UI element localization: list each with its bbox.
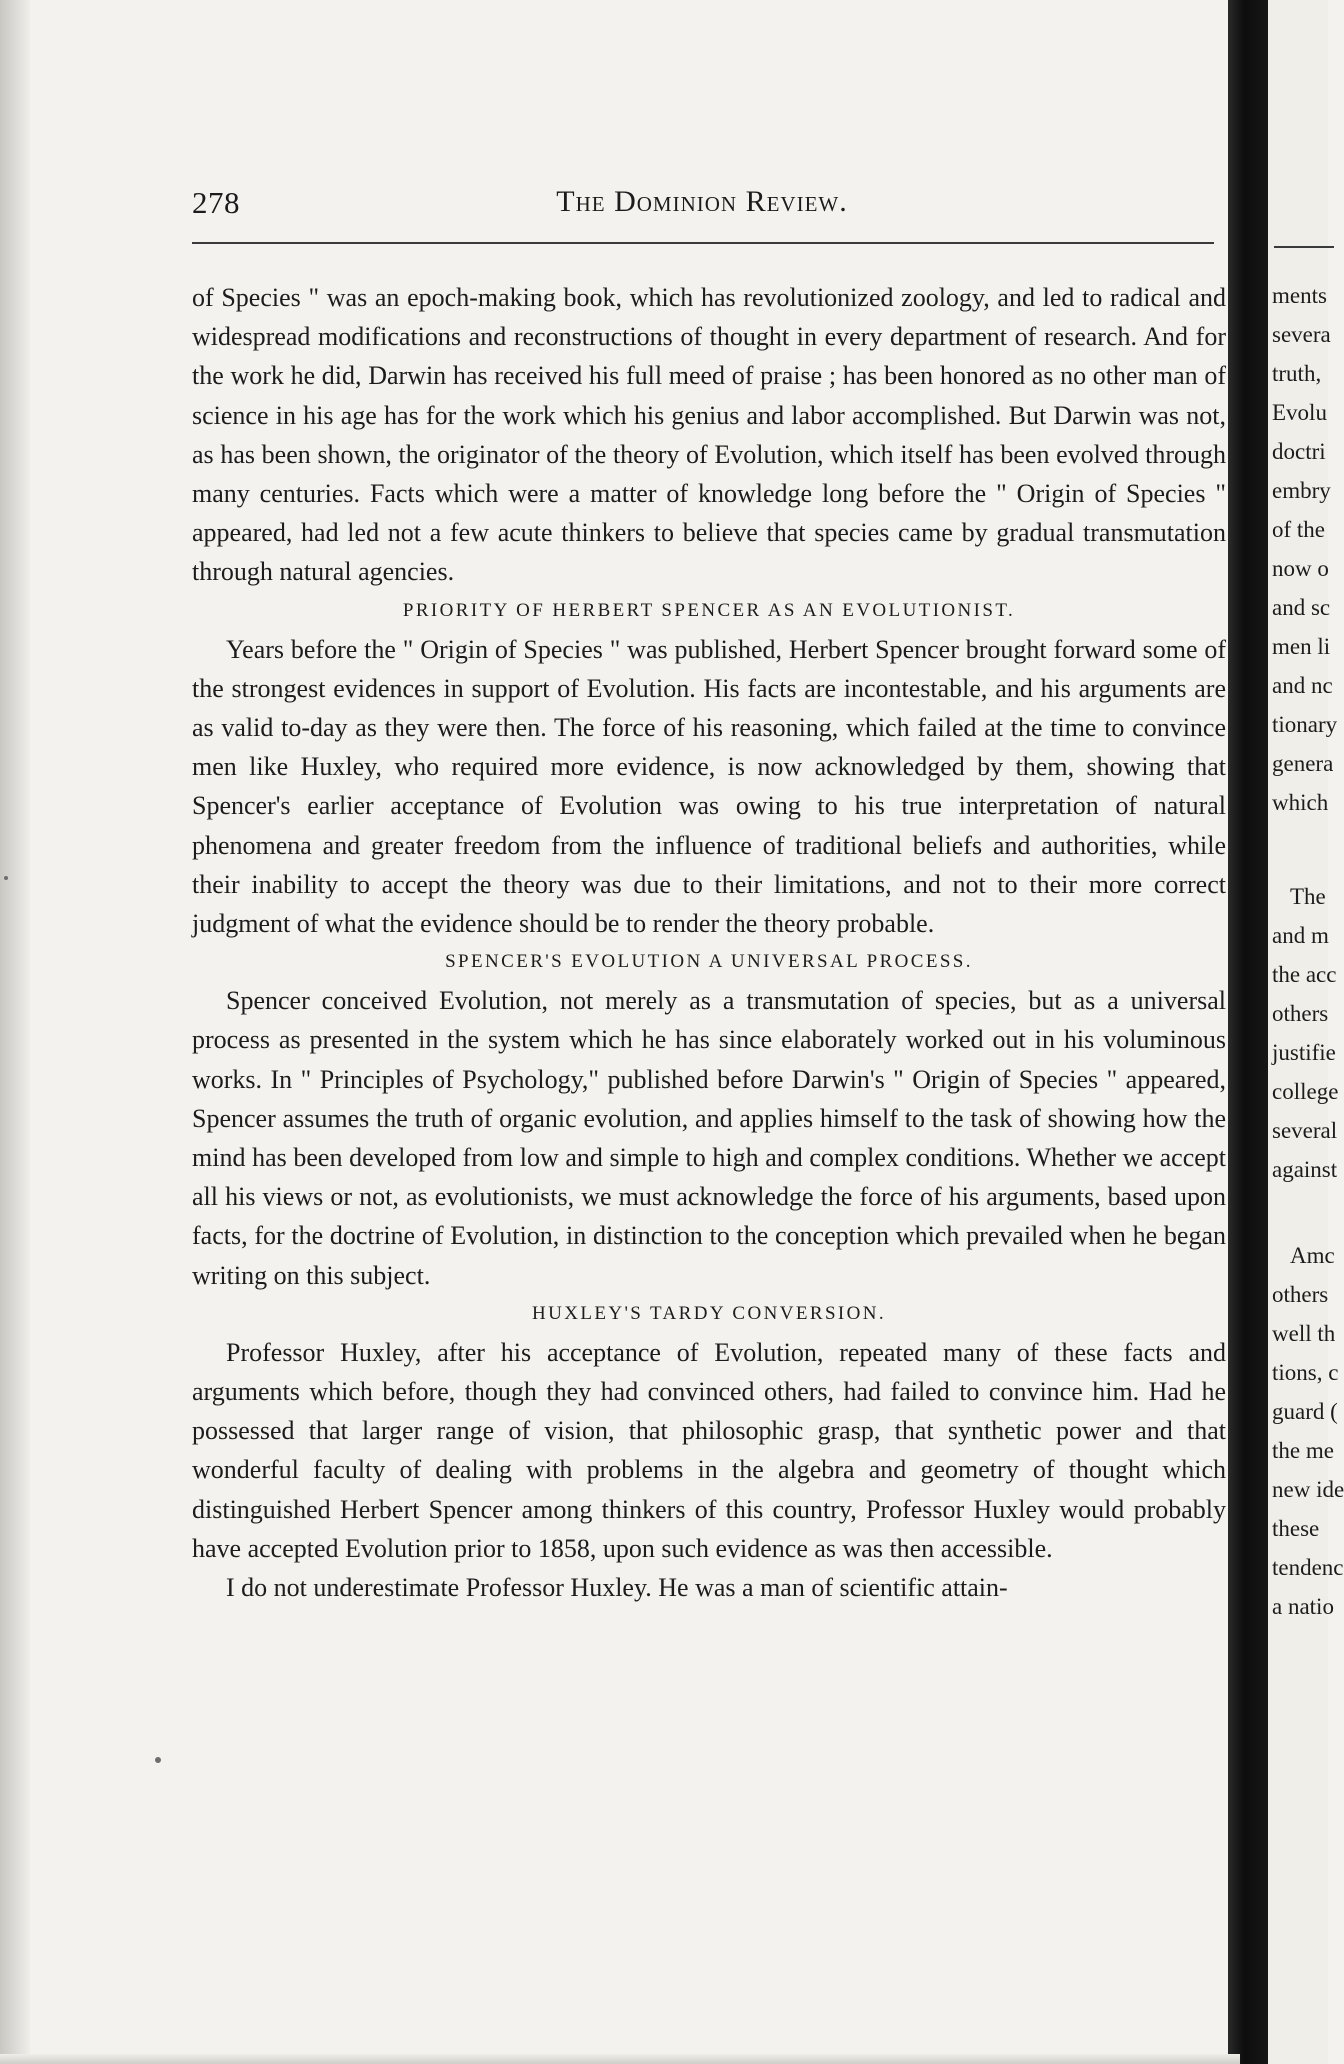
facing-line: and m bbox=[1272, 923, 1329, 948]
facing-line: guard ( bbox=[1272, 1399, 1338, 1424]
facing-line: tions, c bbox=[1272, 1360, 1339, 1385]
facing-line: a natio bbox=[1272, 1594, 1334, 1619]
facing-line: ments bbox=[1272, 283, 1327, 308]
page-number: 278 bbox=[192, 185, 240, 220]
paragraph-2: Years before the " Origin of Species " was published, Herbert Spencer brought forward some of the strongest evidences in support of Evolution. His facts are incontestable, and his arguments are as valid to-day as they were then. The force of his reasoning, which failed at the time to convince men like Huxley, who required more evidence, is now acknowledged by them, showing that Spencer's earlier acceptance of Evolution was owing to his true interpretation of natural phenomena and greater freedom from the influence of traditional beliefs and authorities, while their inability to accept the theory was due to their limitations, and not to their more correct judgment of what the evidence should be to render the theory probable. bbox=[192, 634, 1226, 939]
paragraph-1: of Species " was an epoch-making book, which has revolutionized zoology, and led to radical and widespread modifications and reconstructions of thought in every department of research. And for the work he did, Darwin has received his full meed of praise ; has been honored as no other man of science in his age has for the work which his genius and labor accomplished. But Darwin was not, as has been shown, the originator of the theory of Evolution, which itself has been evolved through many centuries. Facts which were a matter of knowledge long before the " Origin of Species " appeared, had led not a few acute thinkers to believe that species came by gradual transmutation through natural agencies. bbox=[192, 283, 1226, 587]
header-rule bbox=[192, 242, 1214, 244]
facing-line: against bbox=[1272, 1157, 1338, 1182]
section-heading-huxley: HUXLEY'S TARDY CONVERSION. bbox=[531, 1302, 887, 1324]
facing-line: severa bbox=[1272, 322, 1331, 347]
facing-line: and sc bbox=[1272, 595, 1331, 620]
facing-page-fragment bbox=[1268, 0, 1344, 2064]
facing-line: The bbox=[1290, 884, 1326, 909]
facing-line: these bbox=[1272, 1516, 1320, 1541]
article-body bbox=[192, 278, 1226, 1607]
facing-line: the me bbox=[1272, 1438, 1334, 1463]
facing-line: of the bbox=[1272, 517, 1326, 542]
running-title: The Dominion Review. bbox=[556, 185, 848, 218]
facing-line: truth, bbox=[1272, 361, 1322, 386]
facing-line: genera bbox=[1272, 751, 1334, 776]
paragraph-4: Professor Huxley, after his acceptance of Evolution, repeated many of these facts and arguments which before, though they had convinced others, had failed to convince him. Had he possessed that larger range of vision, that philosophic grasp, that synthetic power and that wonderful faculty of dealing with problems in the algebra and geometry of thought which distinguished Herbert Spencer among thinkers of this country, Professor Huxley would probably have accepted Evolution prior to 1858, upon such evidence as was then accessible. bbox=[192, 1337, 1226, 1563]
facing-line: men li bbox=[1272, 634, 1331, 659]
facing-page-rule bbox=[1274, 246, 1334, 248]
facing-line: others bbox=[1272, 1001, 1329, 1026]
facing-line: others bbox=[1272, 1282, 1329, 1307]
facing-line: several bbox=[1272, 1118, 1338, 1143]
paragraph-5: I do not underestimate Professor Huxley. He was a man of scientific attain- bbox=[226, 1573, 1008, 1603]
paragraph-3: Spencer conceived Evolution, not merely as a transmutation of species, but as a universal process as presented in the system which he has since elaborately worked out in his voluminous works. In " Principles of Psychology," published before Darwin's " Origin of Species " appeared, Spencer assumes the truth of organic evolution, and applies himself to the task of showing how the mind has been developed from low and simple to high and complex conditions. Whether we accept all his views or not, as evolutionists, we must acknowledge the force of his arguments, based upon facts, for the doctrine of Evolution, in distinction to the conception which prevailed when he began writing on this subject. bbox=[192, 986, 1226, 1290]
facing-line: tendenc bbox=[1272, 1555, 1344, 1580]
facing-line: now o bbox=[1272, 556, 1329, 581]
facing-line: tionary bbox=[1272, 712, 1338, 737]
facing-line: and nc bbox=[1272, 673, 1333, 698]
facing-line: college bbox=[1272, 1079, 1339, 1104]
facing-line: new ide bbox=[1272, 1477, 1344, 1502]
facing-line: embry bbox=[1272, 478, 1331, 503]
facing-line: doctri bbox=[1272, 439, 1326, 464]
page-header bbox=[192, 185, 1212, 235]
scan-speck bbox=[155, 1757, 161, 1763]
facing-line: which bbox=[1272, 790, 1329, 815]
scan-speck bbox=[4, 876, 8, 880]
facing-line: Evolu bbox=[1272, 400, 1327, 425]
page-bottom-edge bbox=[0, 2054, 1240, 2064]
section-heading-priority: PRIORITY OF HERBERT SPENCER AS AN EVOLUTIONIST. bbox=[402, 599, 1016, 621]
facing-line: Amc bbox=[1290, 1243, 1335, 1268]
facing-line: the acc bbox=[1272, 962, 1337, 987]
facing-line: justifie bbox=[1272, 1040, 1336, 1065]
facing-line: well th bbox=[1272, 1321, 1336, 1346]
section-heading-universal-process: SPENCER'S EVOLUTION A UNIVERSAL PROCESS. bbox=[445, 951, 973, 973]
book-gutter bbox=[1228, 0, 1268, 2064]
